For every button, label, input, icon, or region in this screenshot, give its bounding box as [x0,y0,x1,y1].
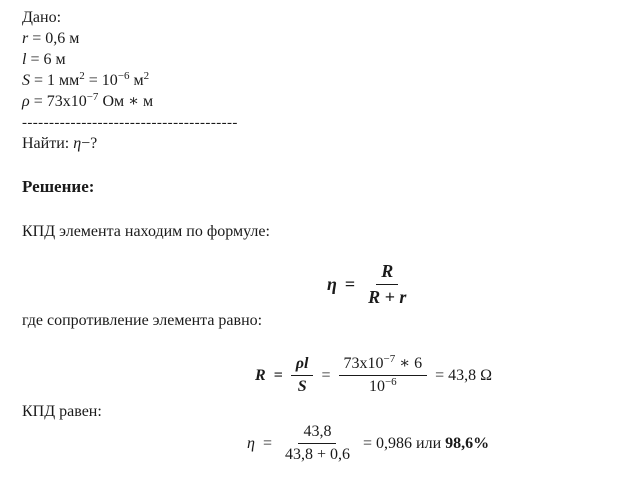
formula-resistance [255,355,492,397]
var-rho: ρ [22,93,30,110]
formula3-equals1: = [262,434,272,452]
find-suffix: −? [81,135,98,152]
formula-final [247,423,489,465]
given-s-sup2: −6 [117,70,130,82]
formula2-numeric-fraction [339,355,428,397]
separator-dashes: ---------------------------------------- [22,115,238,131]
given-s-part1: = 1 мм [30,72,80,89]
step3-text: КПД равен: [22,403,102,420]
formula2-equals1: = [273,366,283,384]
formula1-equals: = [344,273,356,294]
step2-text: где сопротивление элемента равно: [22,312,263,329]
given-r-value: = 0,6 м [28,30,80,47]
var-eta: η [73,135,82,152]
formula2-den-base: 10 [368,378,385,396]
formula3-fraction [280,423,355,465]
formula2-symbolic-fraction [291,355,314,397]
var-l: l [22,51,27,68]
var-r: r [22,30,29,47]
given-heading: Дано: [22,9,62,26]
given-line-l [22,50,66,69]
given-line-r [22,29,79,48]
find-label: Найти: [22,135,74,152]
formula3-result [363,435,489,453]
var-s: S [22,72,30,89]
formula2-numeric-denominator [364,376,402,396]
formula1-numerator: R [376,261,398,285]
given-s-sup1: 2 [79,70,85,82]
given-s-sup3: 2 [143,70,150,82]
given-s-part2: = 10 [84,72,118,89]
formula2-num-tail: ∗ 6 [395,355,423,372]
given-rho-part2: Ом ∗ м [98,93,154,110]
formula1-denominator: R + r [368,286,407,307]
formula2-numeric-numerator [339,355,428,376]
formula2-result: = 43,8 Ω [435,366,493,384]
given-l-value: = 6 м [26,51,66,68]
formula-efficiency [327,261,411,307]
given-rho-sup1: −7 [86,91,99,103]
formula2-num-base: 73x10 [343,355,384,372]
formula3-lhs-eta: η [247,434,255,452]
given-rho-part1: = 73x10 [29,93,87,110]
step1-text: КПД элемента находим по формуле: [22,223,270,240]
formula1-lhs-eta: η [327,273,337,294]
formula2-equals2: = [321,366,331,384]
formula2-symbolic-denominator: S [297,378,307,396]
formula2-symbolic-numerator: ρl [291,355,314,376]
formula2-num-exponent: −7 [383,353,396,365]
formula3-result-plain: = 0,986 или [363,434,446,452]
given-line-rho [22,92,153,111]
find-line [22,134,97,153]
formula1-fraction [363,261,411,307]
given-s-part3: м [129,72,144,89]
formula3-numerator: 43,8 [298,423,336,444]
solution-heading: Решение: [22,177,95,196]
formula3-denominator: 43,8 + 0,6 [284,446,350,464]
formula3-result-bold: 98,6% [445,434,490,452]
given-line-s [22,71,149,90]
formula2-lhs-R: R [255,366,266,384]
formula2-den-exponent: −6 [384,376,397,389]
